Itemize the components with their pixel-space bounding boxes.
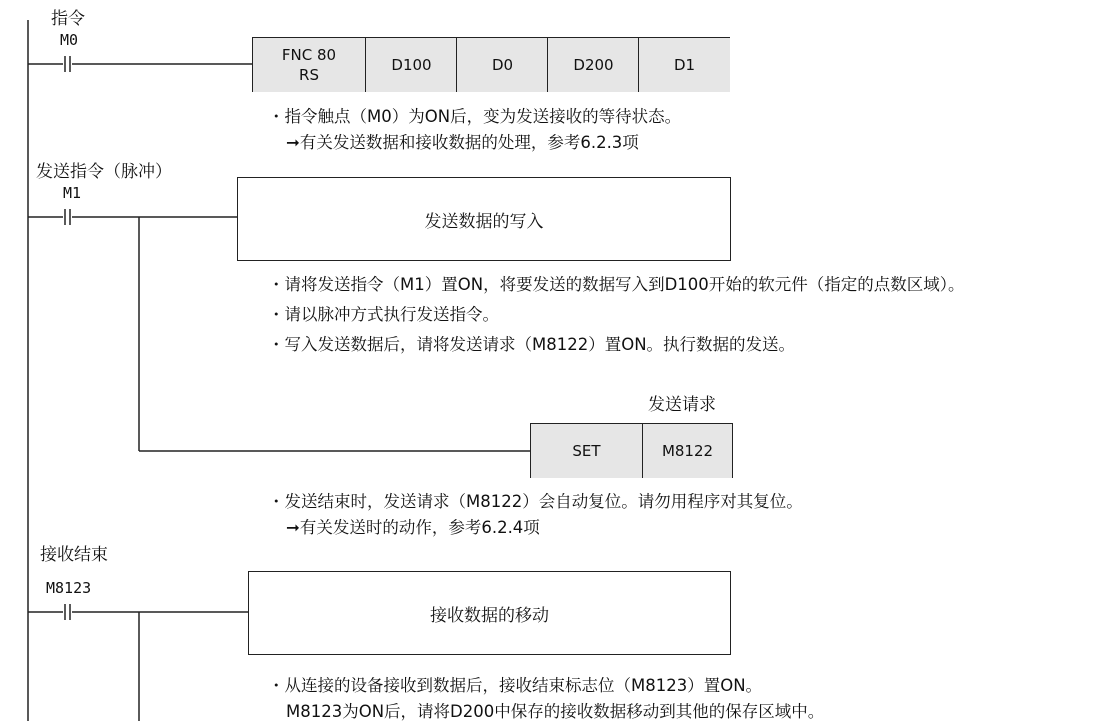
- rung2-after-note-ref: ➞有关发送时的动作，参考6.2.4项: [286, 518, 540, 537]
- set-op-cell: SET: [531, 424, 642, 478]
- rung2-after-note: ・发送结束时，发送请求（M8122）会自动复位。请勿用程序对其复位。: [268, 492, 803, 511]
- set-instruction-block: [530, 423, 733, 478]
- rung3-label: 接收结束: [40, 545, 108, 565]
- rung2-contact-device: M1: [63, 184, 82, 202]
- send-request-label: 发送请求: [648, 395, 716, 415]
- rung1-contact-device: M0: [60, 31, 79, 49]
- rung3-note: ・从连接的设备接收到数据后，接收结束标志位（M8123）置ON。: [268, 676, 763, 695]
- rung2-note: ・写入发送数据后，请将发送请求（M8122）置ON。执行数据的发送。: [268, 335, 796, 354]
- rung2-label: 发送指令（脉冲）: [36, 162, 172, 182]
- rung1-note-ref: ➞有关发送数据和接收数据的处理，参考6.2.3项: [286, 133, 639, 152]
- fnc-number: FNC 80: [281, 46, 337, 64]
- operand-cell: D1: [638, 38, 730, 92]
- operand-cell: D100: [365, 38, 457, 92]
- set-device-cell: M8122: [642, 424, 732, 478]
- rung1-note: ・指令触点（M0）为ON后，变为发送接收的等待状态。: [268, 107, 682, 126]
- rung1-contact: [63, 56, 72, 72]
- rs-instruction-block: [252, 37, 730, 92]
- operand-cell: D200: [547, 38, 639, 92]
- rung2-note: ・请以脉冲方式执行发送指令。: [268, 305, 499, 324]
- rung3-contact-device: M8123: [46, 579, 92, 597]
- fnc-cell: [253, 38, 365, 92]
- rung2-note: ・请将发送指令（M1）置ON，将要发送的数据写入到D100开始的软元件（指定的点数区域）。: [268, 275, 965, 294]
- rung1-label: 指令: [51, 9, 85, 29]
- operand-cell: D0: [456, 38, 548, 92]
- fnc-mnemonic: RS: [299, 66, 319, 84]
- receive-data-move-box: 接收数据的移动: [248, 571, 731, 655]
- rung3-note: M8123为ON后，请将D200中保存的接收数据移动到其他的保存区域中。: [286, 702, 825, 721]
- send-data-write-box: 发送数据的写入: [237, 177, 731, 261]
